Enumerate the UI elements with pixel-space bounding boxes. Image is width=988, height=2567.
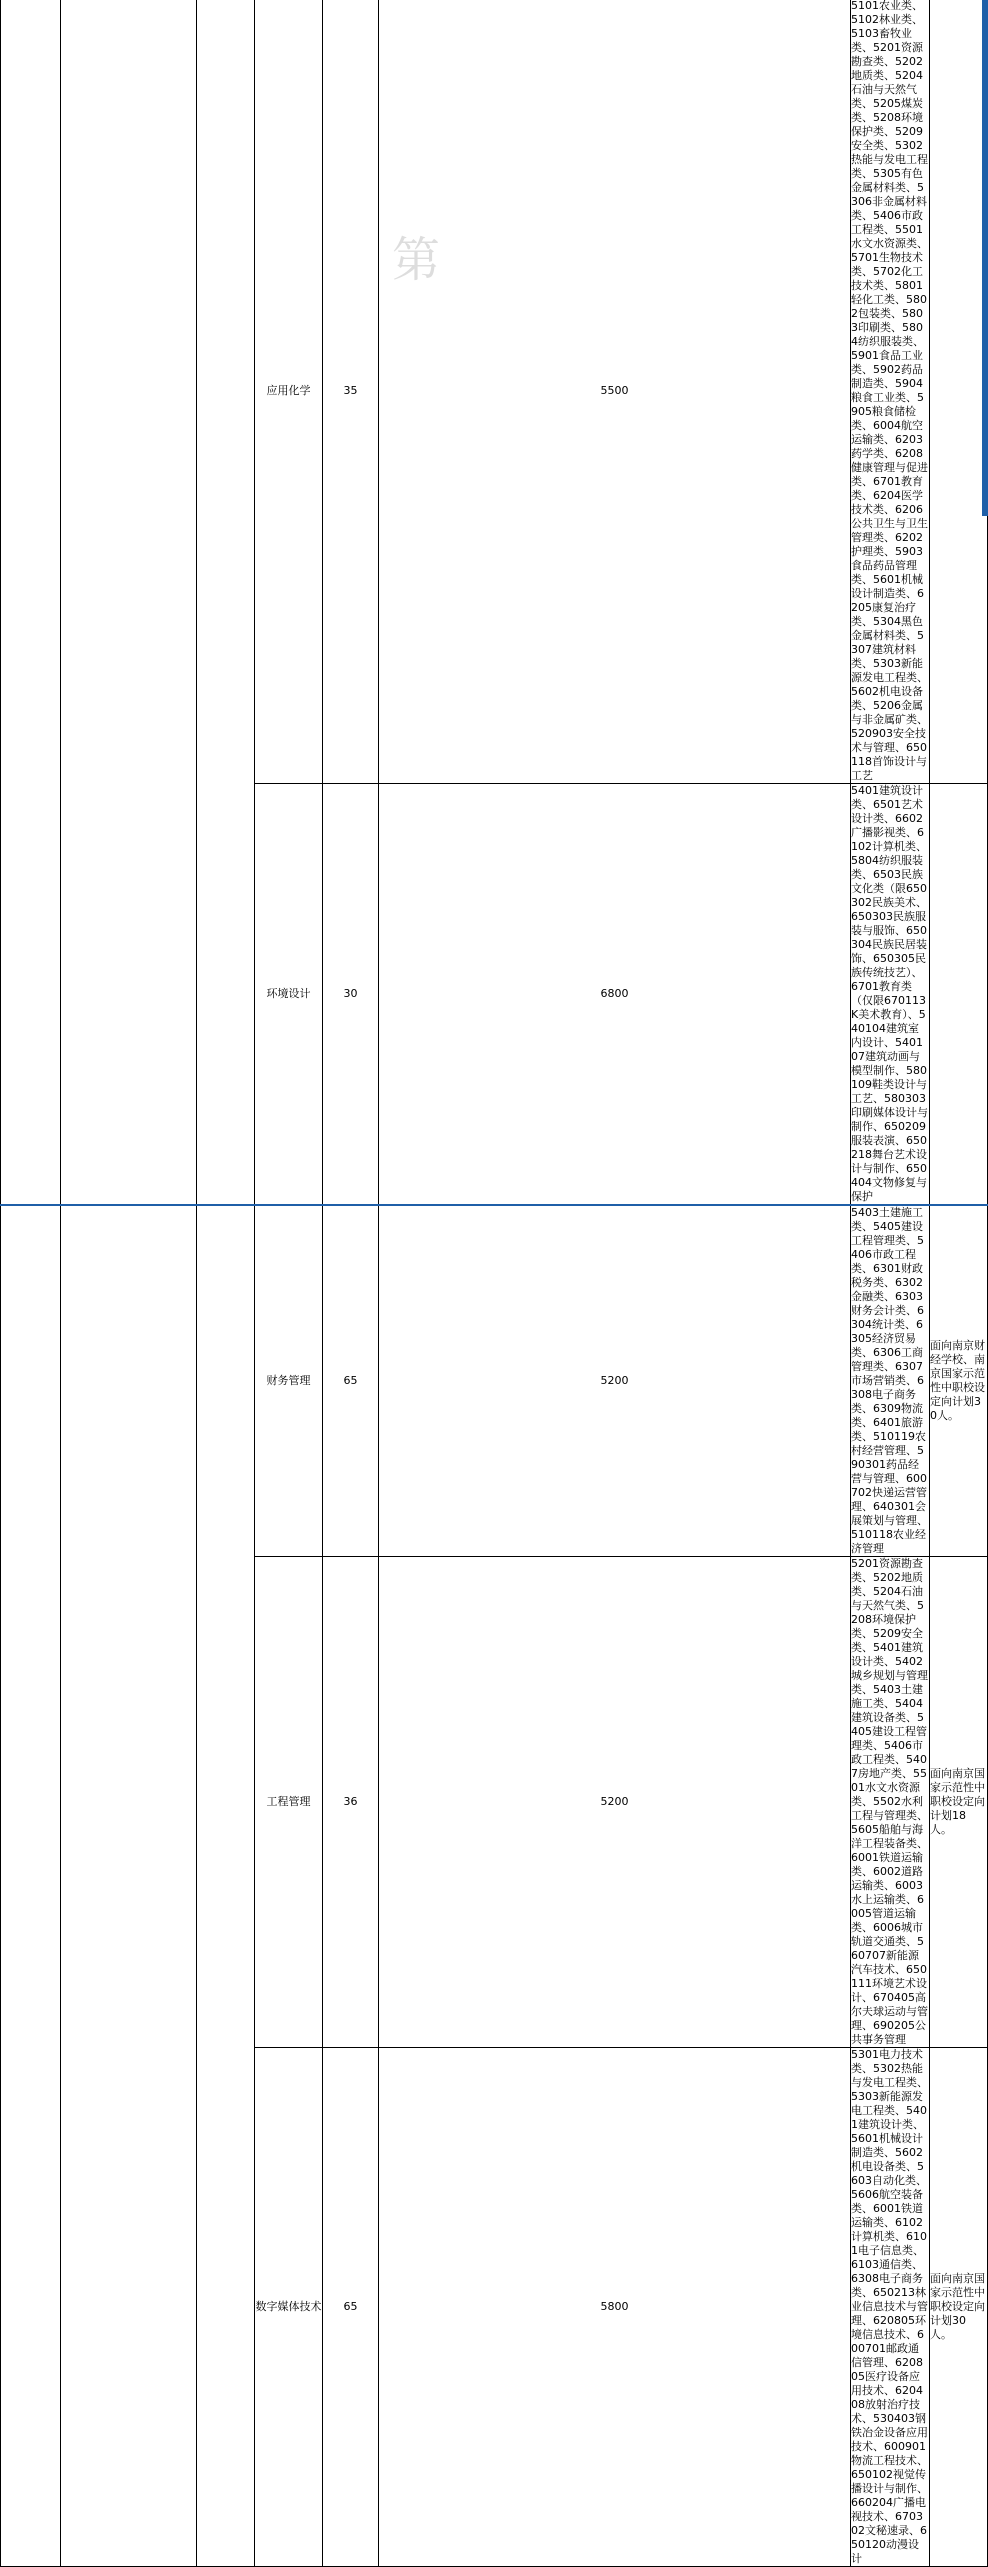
quota-cell: 65	[323, 1205, 379, 1557]
fee-cell: 5500	[379, 0, 851, 784]
major-name: 财务管理	[255, 1205, 323, 1557]
fee-cell: 5800	[379, 2048, 851, 2567]
blank-cell	[1, 1205, 61, 2567]
table-row	[1, 1205, 988, 1557]
table-row	[1, 0, 988, 784]
page-watermark: 第	[392, 232, 441, 288]
note-cell	[930, 784, 988, 1206]
note-cell: 面向南京国家示范性中职校设定向计划18人。	[930, 1557, 988, 2048]
requirement-cell: 5401建筑设计类、6501艺术设计类、6602广播影视类、6102计算机类、5804纺织服装类、6503民族文化类（限650302民族美术、650303民族服装与服饰、650304民族民居装饰、650305民族传统技艺）、6701教育类（仅限670113K美术教育）、540104建筑室内设计、540107建筑动画与模型制作、580109鞋类设计与工艺、580303印刷媒体设计与制作、650209服装表演、650218舞台艺术设计与制作、650404文物修复与保护	[851, 784, 928, 1203]
quota-cell: 36	[323, 1557, 379, 2048]
major-name: 环境设计	[255, 784, 323, 1206]
requirement-cell: 5403土建施工类、5405建设工程管理类、5406市政工程类、6301财政税务类、6302金融类、6303财务会计类、6304统计类、6305经济贸易类、6306工商管理类、6307市场营销类、6308电子商务类、6309物流类、6401旅游类、510119农村经营管理、590301药品经营与管理、600702快递运营管理、640301会展策划与管理、510118农业经济管理	[851, 1206, 928, 1555]
major-name: 应用化学	[255, 0, 323, 784]
quota-cell: 35	[323, 0, 379, 784]
quota-cell: 65	[323, 2048, 379, 2567]
blank-cell	[1, 0, 61, 1205]
blank-cell	[197, 1205, 255, 2567]
note-cell: 面向南京国家示范性中职校设定向计划30人。	[930, 2048, 988, 2567]
fee-cell: 6800	[379, 784, 851, 1206]
note-cell	[930, 0, 988, 784]
requirement-cell: 5101农业类、5102林业类、5103畜牧业类、5201资源勘查类、5202地质类、5204石油与天然气类、5205煤炭类、5208环境保护类、5209安全类、5302热能与发电工程类、5305有色金属材料类、5306非金属材料类、5406市政工程类、5501水文水资源类、5701生物技术类、5702化工技术类、5801轻化工类、5802包装类、5803印刷类、5804纺织服装类、5901食品工业类、5902药品制造类、5904粮食工业类、5905粮食储检类、6004航空运输类、6203药学类、6208健康管理与促进类、6701教育类、6204医学技术类、6206公共卫生与卫生管理类、6202护理类、5903食品药品管理类、5601机械设计制造类、6205康复治疗类、5304黑色金属材料类、5307建筑材料类、5303新能源发电工程类、5602机电设备类、5206金属与非金属矿类、520903安全技术与管理、650118首饰设计与工艺	[851, 0, 928, 782]
note-cell: 面向南京财经学校、南京国家示范性中职校设定向计划30人。	[930, 1205, 988, 1557]
requirement-cell: 5301电力技术类、5302热能与发电工程类、5303新能源发电工程类、5401建筑设计类、5601机械设计制造类、5602机电设备类、5603自动化类、5606航空装备类、6001铁道运输类、6102计算机类、6101电子信息类、6103通信类、6308电子商务类、650213林业信息技术与管理、620805环境信息技术、600701邮政通信管理、620805医疗设备应用技术、620408放射治疗技术、530403钢铁冶金设备应用技术、600901物流工程技术、650102视觉传播设计与制作、660204广播电视技术、670302文秘速录、650120动漫设计	[851, 2048, 928, 2565]
major-name: 工程管理	[255, 1557, 323, 2048]
fee-cell: 5200	[379, 1557, 851, 2048]
fee-cell: 5200	[379, 1205, 851, 1557]
blank-cell	[197, 0, 255, 1205]
major-name: 数字媒体技术	[255, 2048, 323, 2567]
blank-cell	[61, 0, 197, 1205]
page-edge-bar	[982, 0, 988, 516]
quota-cell: 30	[323, 784, 379, 1206]
blank-cell	[61, 1205, 197, 2567]
requirement-cell: 5201资源勘查类、5202地质类、5204石油与天然气类、5208环境保护类、5209安全类、5401建筑设计类、5402城乡规划与管理类、5403土建施工类、5404建筑设备类、5405建设工程管理类、5406市政工程类、5407房地产类、5501水文水资源类、5502水利工程与管理类、5605船舶与海洋工程装备类、6001铁道运输类、6002道路运输类、6003水上运输类、6005管道运输类、6006城市轨道交通类、560707新能源汽车技术、650111环境艺术设计、670405高尔夫球运动与管理、690205公共事务管理	[851, 1557, 928, 2046]
